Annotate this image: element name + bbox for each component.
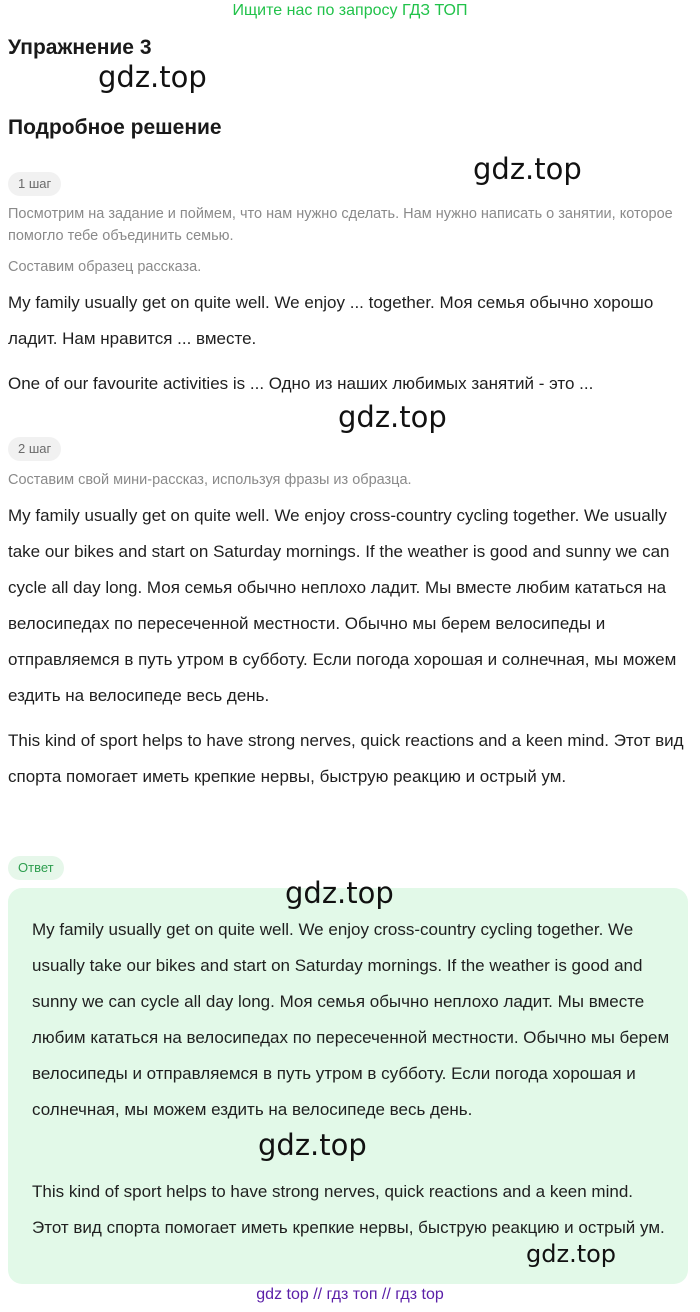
search-banner[interactable]: Ищите нас по запросу ГДЗ ТОП <box>232 2 468 19</box>
step-1-note-task: Посмотрим на задание и поймем, что нам нужно сделать. Нам нужно написать о занятии, которое помогло тебе объединить семью. <box>8 206 673 244</box>
step-2-paragraph-1: My family usually get on quite well. We enjoy cross-country cycling together. We usually take our bikes and start on Saturday mornings. If the weather is good and sunny we can cycle all day long. Моя семья обычно неплохо ладит. Мы вместе любим кататься на велосипедах по пересеченной местности. Обычно мы берем велосипеды и отправляемся в путь утром в субботу. Если погода хорошая и солнечная, мы можем ездить на велосипеде весь день. <box>8 506 677 705</box>
step-1-paragraph-1: My family usually get on quite well. We enjoy ... together. Моя семья обычно хорошо ладит. Нам нравится ... вместе. <box>8 293 654 348</box>
footer-links[interactable]: gdz top // гдз топ // гдз top <box>256 1286 444 1303</box>
watermark: gdz.top <box>258 1128 367 1162</box>
watermark: gdz.top <box>98 60 207 94</box>
watermark: gdz.top <box>526 1240 617 1268</box>
answer-paragraph-2: This kind of sport helps to have strong nerves, quick reactions and a keen mind. Этот вид спорта помогает иметь крепкие нервы, быструю реакцию и острый ум. <box>32 1182 665 1237</box>
answer-paragraph-1: My family usually get on quite well. We enjoy cross-country cycling together. We usually take our bikes and start on Saturday mornings. If the weather is good and sunny we can cycle all day long. Моя семья обычно неплохо ладит. Мы вместе любим кататься на велосипедах по пересеченной местности. Обычно мы берем велосипеды и отправляемся в путь утром в субботу. Если погода хорошая и солнечная, мы можем ездить на велосипеде весь день. <box>32 920 670 1119</box>
step-1-paragraph-2: One of our favourite activities is ... Одно из наших любимых занятий - это ... <box>8 374 594 393</box>
step-2-badge: 2 шаг <box>8 437 61 461</box>
section-title: Подробное решение <box>8 116 222 139</box>
watermark: gdz.top <box>338 400 447 434</box>
step-2-note: Составим свой мини-рассказ, используя фразы из образца. <box>8 472 412 488</box>
exercise-title: Упражнение 3 <box>8 36 152 59</box>
step-1-note-sample: Составим образец рассказа. <box>8 259 202 275</box>
answer-badge: Ответ <box>8 856 64 880</box>
watermark: gdz.top <box>285 876 394 910</box>
step-1-badge: 1 шаг <box>8 172 61 196</box>
watermark: gdz.top <box>473 152 582 186</box>
step-2-paragraph-2: This kind of sport helps to have strong nerves, quick reactions and a keen mind. Этот вид спорта помогает иметь крепкие нервы, быструю реакцию и острый ум. <box>8 731 684 786</box>
